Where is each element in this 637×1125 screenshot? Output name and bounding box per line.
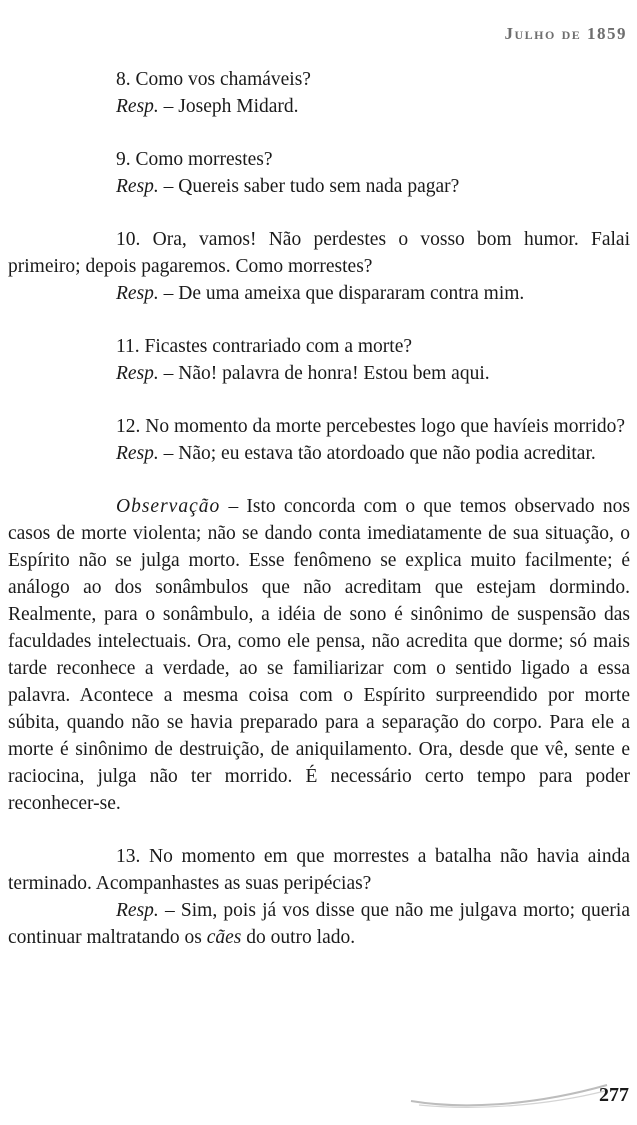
page-body (8, 66, 630, 977)
answer (8, 93, 630, 120)
answer-text-a: – Sim, pois já vos disse que não me julgava morto; queria continuar maltratando os (8, 900, 630, 948)
answer-text: – Joseph Midard. (158, 96, 299, 117)
observation-paragraph (8, 493, 630, 817)
qa-item-12 (8, 413, 630, 467)
observation-body: – Isto concorda com o que temos observado nos casos de morte violenta; não se dando conta imediatamente de sua situação, o Espírito não se julga morto. Esse fenômeno se explica muito facilmente; é análogo ao dos sonâmbulos que não acreditam que estejam dormindo. Realmente, para o sonâmbulo, a idéia de sono é sinônimo de suspensão das faculdades intelectuais. Ora, como ele pensa, não acredita que dorme; só mais tarde reconhece a verdade, ao se familiarizar com o sentido ligado a essa palavra. Acontece a mesma coisa com o Espírito surpreendido por morte súbita, quando não se havia preparado para a separação do corpo. Para ele a morte é sinônimo de destruição, de aniquilamento. Ora, desde que vê, sente e raciocina, julga não ter morrido. É necessário certo tempo para poder reconhecer-se. (8, 496, 630, 814)
qa-item-10 (8, 226, 630, 307)
answer-italic-word: cães (206, 927, 242, 948)
resp-label: Resp. (116, 176, 159, 197)
answer (8, 173, 630, 200)
question: 9. Como morrestes? (116, 149, 273, 170)
resp-label: Resp. (116, 363, 159, 384)
resp-label: Resp. (116, 96, 159, 117)
answer-text: – Não; eu estava tão atordoado que não podia acreditar. (158, 443, 596, 464)
question: 10. Ora, vamos! Não perdestes o vosso bom humor. Falai primeiro; depois pagaremos. Como morrestes? (8, 229, 630, 277)
qa-item-11 (8, 333, 630, 387)
answer (8, 897, 630, 951)
question: 12. No momento da morte percebestes logo que havíeis morrido? (116, 416, 626, 437)
answer (8, 280, 630, 307)
resp-label: Resp. (116, 443, 159, 464)
observation-label: Observação (116, 496, 221, 517)
answer (8, 360, 630, 387)
qa-item-9 (8, 146, 630, 200)
answer-text-b: do outro lado. (241, 927, 356, 948)
qa-item-8 (8, 66, 630, 120)
running-header: Julho de 1859 (504, 24, 627, 43)
question: 8. Como vos chamáveis? (116, 69, 311, 90)
question: 13. No momento em que morrestes a batalha não havia ainda terminado. Acompanhastes as suas peripécias? (8, 846, 630, 894)
answer-text: – Quereis saber tudo sem nada pagar? (158, 176, 460, 197)
resp-label: Resp. (116, 900, 159, 921)
question: 11. Ficastes contrariado com a morte? (116, 336, 413, 357)
answer (8, 440, 630, 467)
qa-item-13 (8, 843, 630, 951)
answer-text: – De uma ameixa que dispararam contra mim. (158, 283, 525, 304)
resp-label: Resp. (116, 283, 159, 304)
observation-text (8, 493, 630, 817)
flourish-ornament (409, 1079, 609, 1111)
page-footer (409, 1075, 629, 1115)
answer-text: – Não! palavra de honra! Estou bem aqui. (158, 363, 490, 384)
page-number: 277 (599, 1084, 629, 1106)
